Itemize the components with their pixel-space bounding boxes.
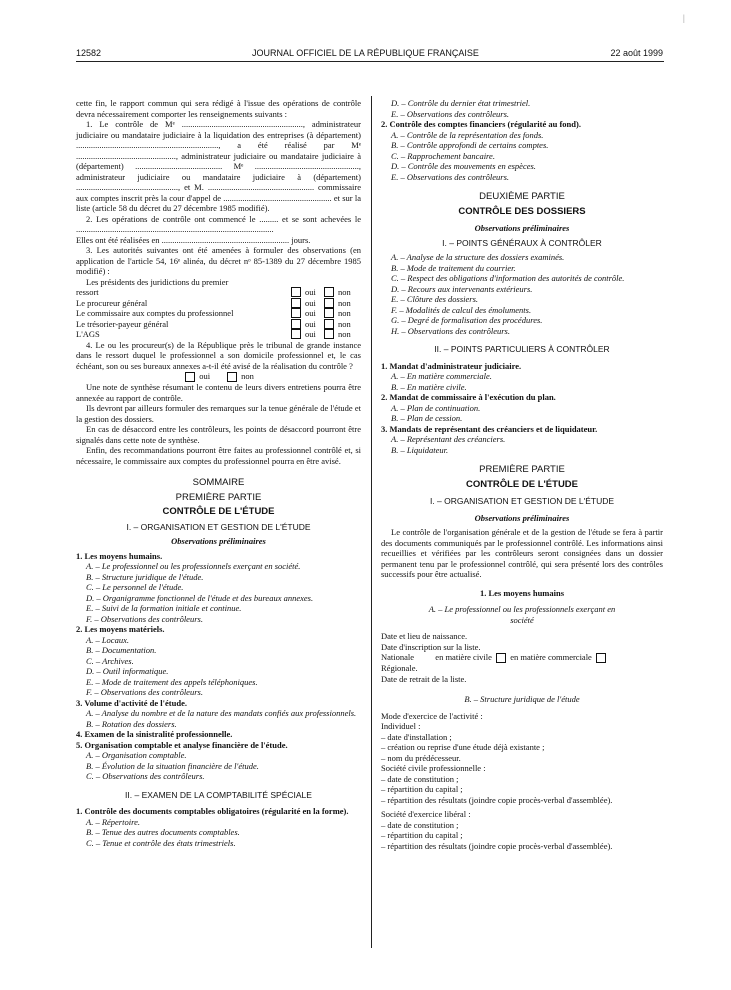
authority-row — [76, 319, 361, 330]
list-item: B. – Contrôle approfondi de certains comptes. — [391, 140, 549, 150]
authority-row — [76, 287, 361, 298]
list-item: A. – Organisation comptable. — [86, 750, 187, 761]
item-4-answer — [76, 371, 361, 382]
list-item: A. – Répertoire. — [86, 816, 140, 827]
authority-label: Le commissaire aux comptes du professionnel — [76, 308, 234, 318]
heading-sinistralite: 4. Examen de la sinistralité professionnelle. — [76, 729, 233, 740]
list-item: – répartition du capital ; — [381, 830, 463, 841]
authority-row — [76, 329, 361, 340]
item-2-days: Elles ont été réalisées en ............................................................ jours. — [76, 234, 311, 245]
commerciale-label: en matière commerciale — [510, 652, 592, 662]
nationale-row — [381, 652, 663, 663]
item-4-paragraph: 4. Le ou les procureur(s) de la République près le tribunal de grande instance dans le ressort duquel le professionnel a son domicile professionnel et, le cas échéant, son ou ses bureaux annexes a-t-il été avisé de la réalisation du contrôle ? — [76, 339, 361, 371]
list-item: C. – Observations des contrôleurs. — [86, 771, 205, 782]
list-item: B. – Rotation des dossiers. — [86, 718, 177, 729]
non-checkbox[interactable] — [324, 298, 334, 308]
oui-label: oui — [305, 329, 316, 339]
list-item: D. – Organigramme fonctionnel de l'étude et des bureaux annexes. — [86, 592, 314, 603]
oui-checkbox[interactable] — [291, 298, 301, 308]
non-label: non — [338, 318, 351, 329]
heading-moyens-materiels: 2. Les moyens matériels. — [76, 624, 165, 635]
controle-etude-title-2: CONTRÔLE DE L'ÉTUDE — [465, 478, 579, 490]
heading-organisation-comptable: 5. Organisation comptable et analyse financière de l'étude. — [76, 739, 288, 750]
civile-label: en matière civile — [435, 652, 492, 662]
deuxieme-partie-title: DEUXIÈME PARTIE — [479, 191, 565, 202]
individuel-label: Individuel : — [381, 721, 421, 732]
oui-label: oui — [305, 287, 316, 297]
observations-title: Observations préliminaires — [474, 223, 570, 233]
scp-label: Société civile professionnelle : — [381, 763, 486, 774]
item-2-paragraph: 2. Les opérations de contrôle ont commencé le ......... et se sont achevées le ............................................................................................. — [76, 213, 361, 234]
controle-etude-title: CONTRÔLE DE L'ÉTUDE — [162, 506, 275, 518]
list-item: – date de constitution ; — [381, 819, 459, 830]
header-rule — [76, 61, 664, 62]
authority-label: ressort — [76, 287, 99, 297]
authority-label: L'AGS — [76, 329, 100, 339]
list-item: A. – Représentant des créanciers. — [391, 434, 506, 444]
oui-checkbox[interactable] — [291, 329, 301, 339]
list-item: D. – Outil informatique. — [86, 666, 169, 677]
page-number: 12582 — [76, 48, 102, 58]
list-item: A. – Contrôle de la représentation des fonds. — [391, 129, 544, 140]
list-item: – nom du prédécesseur. — [381, 752, 461, 763]
list-item: B. – Liquidateur. — [391, 444, 449, 455]
sub-heading-professionnel: A. – Le professionnel ou les professionnels exerçant en société — [428, 604, 616, 625]
list-item: – création ou reprise d'une étude déjà existante ; — [381, 742, 545, 753]
premiere-partie-title-2: PREMIÈRE PARTIE — [479, 464, 565, 475]
oui-label: oui — [305, 297, 316, 308]
list-item: B. – Structure juridique de l'étude. — [86, 571, 204, 582]
disagreement-paragraph: En cas de désaccord entre les contrôleurs, les points de désaccord pourront être signalés dans cette note de synthèse. — [76, 424, 361, 445]
corner-mark: | — [683, 13, 685, 23]
list-item: A. – Locaux. — [86, 634, 129, 645]
heading-moyens-humains: 1. Les moyens humains. — [76, 550, 163, 561]
authority-row — [76, 298, 361, 309]
list-item: H. – Observations des contrôleurs. — [391, 325, 510, 336]
section-ii-title: II. – EXAMEN DE LA COMPTABILITÉ SPÉCIALE — [125, 789, 312, 800]
non-checkbox[interactable] — [324, 308, 334, 318]
column-divider — [371, 96, 372, 948]
birth-field: Date et lieu de naissance. — [381, 631, 468, 641]
authority-label: Le procureur général — [76, 297, 148, 308]
non-label: non — [338, 308, 351, 318]
authority-label: Le trésorier-payeur général — [76, 318, 169, 329]
left-column — [76, 98, 361, 848]
oui-checkbox[interactable] — [291, 308, 301, 318]
issue-date: 22 août 1999 — [610, 48, 663, 58]
non-label: non — [241, 371, 254, 381]
non-label: non — [338, 287, 351, 297]
item-1-paragraph: 1. Le contrôle de Mᵉ ........................................................., administrateur judiciaire ou mandataire judiciaire à la liquidation des entreprises (à département) ..................................................................., a été réalisé par Mᵉ ..............................................., administrateur judiciaire ou mandataire judiciaire à (département) ......................................... Mᵉ ................................................., administrateur judiciaire ou mandataire judiciaire à (département) ................................................, et M. .................................................. commissaire aux comptes inscrit près la cour d'appel de ................................................... et sur la liste (article 58 du décret du 27 décembre 1985 modifié). — [76, 119, 361, 213]
oui-label: oui — [305, 318, 316, 329]
heading-mandats-representant: 3. Mandats de représentant des créanciers et de liquidateur. — [381, 423, 598, 434]
section-points-generaux: I. – POINTS GÉNÉRAUX À CONTRÔLER — [442, 237, 602, 248]
oui-label: oui — [199, 371, 211, 381]
non-checkbox[interactable] — [324, 329, 334, 339]
sub-heading-structure: B. – Structure juridique de l'étude — [464, 694, 580, 705]
commerciale-checkbox[interactable] — [596, 653, 606, 663]
list-item: F. – Observations des contrôleurs. — [86, 613, 203, 624]
list-item: C. – Rapprochement bancaire. — [391, 150, 495, 161]
list-item: B. – Tenue des autres documents comptables. — [86, 827, 240, 838]
sommaire-title: SOMMAIRE — [192, 477, 245, 489]
list-item: E. – Clôture des dossiers. — [391, 294, 479, 304]
section-organisation: I. – ORGANISATION ET GESTION DE L'ÉTUDE — [429, 496, 615, 506]
non-checkbox[interactable] — [324, 287, 334, 297]
list-item: D. – Contrôle du dernier état trimestriel. — [391, 98, 531, 108]
observations-title-2: Observations préliminaires — [474, 512, 570, 523]
list-item: A. – Analyse du nombre et de la nature des mandats confiés aux professionnels. — [86, 708, 357, 719]
inscription-field: Date d'inscription sur la liste. — [381, 641, 481, 652]
non-checkbox[interactable] — [324, 319, 334, 329]
organisation-paragraph: Le contrôle de l'organisation générale et de la gestion de l'étude se fera à partir des documents communiqués par le professionnel contrôlé. Les informations ainsi recueillies et vérifiées par les contrôleurs seront consignées dans un dossier permanent tenu par le professionnel contrôlé, qui sera présenté lors des contrôles successifs pour être actualisé. — [381, 527, 663, 579]
list-item: A. – Le professionnel ou les professionnels exerçant en société. — [86, 561, 301, 572]
section-i-title: I. – ORGANISATION ET GESTION DE L'ÉTUDE — [126, 521, 311, 532]
heading-mandat-commissaire: 2. Mandat de commissaire à l'exécution du plan. — [381, 392, 556, 402]
heading-comptes-financiers: 2. Contrôle des comptes financiers (régularité au fond). — [381, 119, 581, 129]
list-item: D. – Recours aux intervenants extérieurs. — [391, 283, 533, 294]
list-item: A. – Analyse de la structure des dossiers examinés. — [391, 252, 565, 262]
list-item: – répartition des résultats (joindre copie procès-verbal d'assemblée). — [381, 840, 613, 851]
heading-documents-comptables: 1. Contrôle des documents comptables obligatoires (régularité en la forme). — [76, 806, 349, 817]
nationale-label: Nationale — [381, 652, 415, 662]
list-item: B. – En matière civile. — [391, 381, 467, 392]
oui-checkbox[interactable] — [291, 287, 301, 297]
journal-title: JOURNAL OFFICIEL DE LA RÉPUBLIQUE FRANÇAISE — [252, 48, 479, 58]
list-item: C. – Respect des obligations d'information des autorités de contrôle. — [391, 273, 625, 283]
list-item: – répartition du capital ; — [381, 784, 463, 795]
right-column — [381, 98, 663, 851]
regionale-label: Régionale. — [381, 663, 418, 674]
section-points-particuliers: II. – POINTS PARTICULIERS À CONTRÔLER — [434, 344, 610, 354]
list-item: B. – Plan de cession. — [391, 413, 463, 423]
list-item: D. – Contrôle des mouvements en espèces. — [391, 161, 536, 171]
authority-row — [76, 308, 361, 319]
sel-label: Société d'exercice libéral : — [381, 809, 471, 820]
list-item: E. – Mode de traitement des appels téléphoniques. — [86, 676, 258, 687]
controle-dossiers-title: CONTRÔLE DES DOSSIERS — [458, 205, 586, 217]
heading-mandat-administrateur: 1. Mandat d'administrateur judiciaire. — [381, 360, 522, 371]
oui-checkbox[interactable] — [185, 372, 195, 382]
non-label: non — [338, 329, 351, 339]
list-item: F. – Observations des contrôleurs. — [86, 687, 203, 698]
non-checkbox[interactable] — [227, 372, 237, 382]
list-item: A. – En matière commerciale. — [391, 371, 492, 381]
list-item: F. – Modalités de calcul des émoluments. — [391, 304, 532, 315]
heading-volume-activite: 3. Volume d'activité de l'étude. — [76, 697, 187, 708]
item-3-presidents: Les présidents des juridictions du premier — [86, 276, 229, 287]
list-item: G. – Degré de formalisation des procédures. — [391, 315, 543, 325]
list-item: C. – Archives. — [86, 655, 134, 666]
recommendations-paragraph: Enfin, des recommandations pourront être faites au professionnel contrôlé et, si nécessaire, le commissaire aux comptes du professionnel pourra en être avisé. — [76, 445, 361, 466]
heading-moyens-humains-2: 1. Les moyens humains — [479, 587, 565, 598]
item-3-paragraph: 3. Les autorités suivantes ont été amenées à formuler des observations (en application de l'article 54, 16ᵉ alinéa, du décret nᵒ 85-1389 du 27 décembre 1985 modifié) : — [76, 245, 361, 276]
oui-checkbox[interactable] — [291, 319, 301, 329]
list-item: E. – Suivi de la formation initiale et continue. — [86, 603, 242, 614]
authorities-list — [76, 287, 361, 340]
observations-title: Observations préliminaires — [171, 536, 266, 547]
list-item: – date de constitution ; — [381, 773, 459, 784]
non-label: non — [338, 297, 351, 308]
list-item: – date d'installation ; — [381, 731, 452, 742]
remarks-paragraph: Ils devront par ailleurs formuler des remarques sur la tenue générale de l'étude et la gestion des dossiers. — [76, 403, 361, 424]
list-item: B. – Documentation. — [86, 645, 157, 656]
retrait-field: Date de retrait de la liste. — [381, 673, 467, 684]
list-item: B. – Mode de traitement du courrier. — [391, 262, 516, 273]
list-item: E. – Observations des contrôleurs. — [391, 171, 510, 182]
synthesis-note: Une note de synthèse résumant le contenu de leurs divers entretiens pourra être annexée au rapport de contrôle. — [76, 382, 361, 403]
intro-paragraph: cette fin, le rapport commun qui sera rédigé à l'issue des opérations de contrôle devra nécessairement comporter les renseignements suivants : — [76, 98, 361, 119]
mode-exercice: Mode d'exercice de l'activité : — [381, 710, 483, 721]
list-item: B. – Évolution de la situation financière de l'étude. — [86, 760, 259, 771]
civile-checkbox[interactable] — [496, 653, 506, 663]
list-item: A. – Plan de continuation. — [391, 402, 481, 413]
list-item: – répartition des résultats (joindre copie procès-verbal d'assemblée). — [381, 794, 613, 805]
list-item: C. – Le personnel de l'étude. — [86, 582, 184, 593]
premiere-partie-title: PREMIÈRE PARTIE — [175, 491, 262, 503]
oui-label: oui — [305, 308, 316, 318]
list-item: C. – Tenue et contrôle des états trimestriels. — [86, 837, 236, 848]
list-item: E. – Observations des contrôleurs. — [391, 108, 510, 119]
